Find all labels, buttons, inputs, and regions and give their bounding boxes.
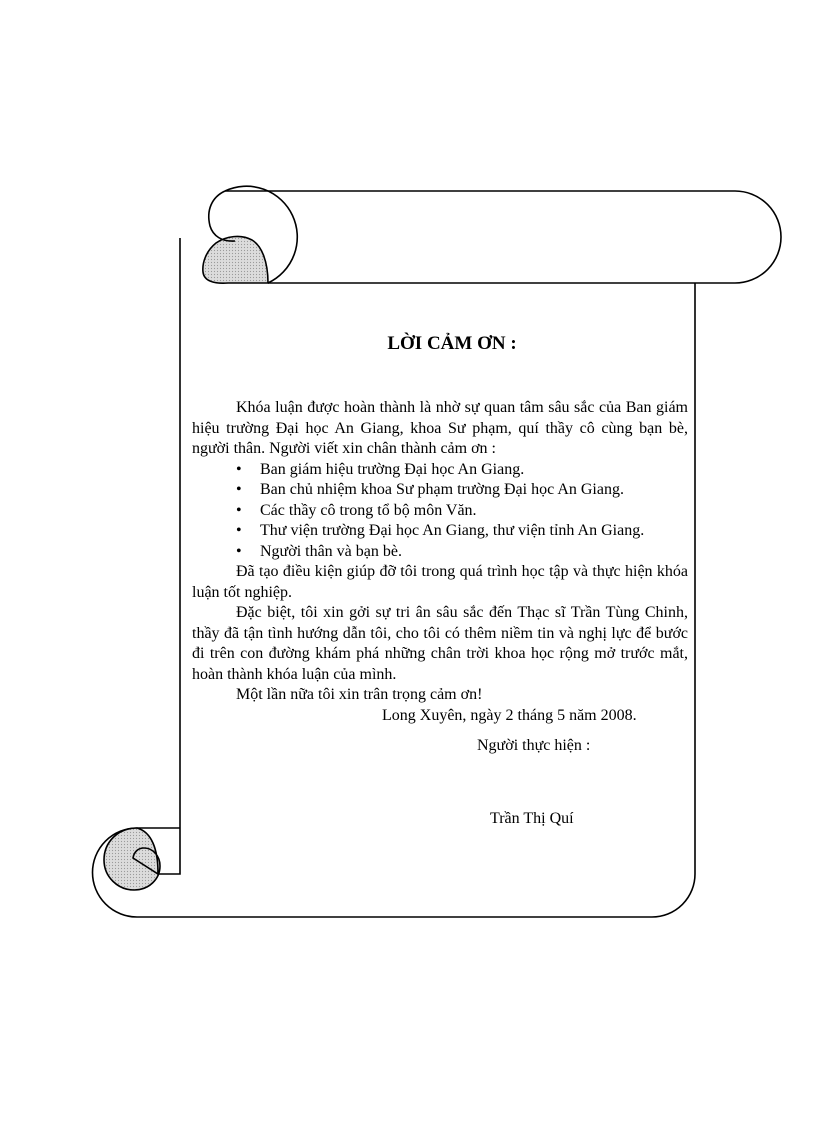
list-item bbox=[192, 521, 688, 542]
top-curl-inner-line bbox=[209, 191, 235, 241]
bullet-icon: • bbox=[236, 481, 242, 498]
page-title: LỜI CẢM ƠN : bbox=[387, 333, 517, 354]
signer-name: Trần Thị Quí bbox=[490, 809, 574, 827]
list-item-text: Người thân và bạn bè. bbox=[260, 542, 402, 560]
support-paragraph: Đã tạo điều kiện giúp đỡ tôi trong quá trình học tập và thực hiện khóa luận tốt nghiệp. bbox=[192, 563, 688, 601]
list-item-text: Các thầy cô trong tổ bộ môn Văn. bbox=[260, 501, 477, 519]
top-curl-shaded bbox=[203, 236, 268, 283]
signer-role: Người thực hiện : bbox=[477, 737, 591, 754]
bullet-icon: • bbox=[236, 501, 242, 519]
list-item bbox=[192, 480, 688, 501]
list-item-text: Ban chủ nhiệm khoa Sư phạm trường Đại học An Giang. bbox=[260, 481, 624, 498]
list-item bbox=[192, 501, 688, 522]
closing-paragraph: Một lần nữa tôi xin trân trọng cảm ơn! bbox=[236, 686, 483, 703]
thank-you-letter bbox=[192, 332, 688, 829]
advisor-paragraph: Đặc biệt, tôi xin gởi sự tri ân sâu sắc đến Thạc sĩ Trần Tùng Chinh, thầy đã tận tình hướng dẫn tôi, cho tôi có thêm niềm tin và nghị lực để bước đi trên con đường khám phá những chân trời khoa học rộng mở trước mắt, hoàn thành khóa luận của mình. bbox=[192, 604, 688, 683]
list-item bbox=[192, 460, 688, 481]
bullet-icon: • bbox=[236, 522, 242, 539]
acknowledgement-list bbox=[192, 460, 688, 563]
top-roll-band bbox=[225, 191, 781, 283]
list-item-text: Ban giám hiệu trường Đại học An Giang. bbox=[260, 460, 525, 478]
list-item-text: Thư viện trường Đại học An Giang, thư viện tỉnh An Giang. bbox=[260, 522, 645, 539]
intro-paragraph: Khóa luận được hoàn thành là nhờ sự quan tâm sâu sắc của Ban giám hiệu trường Đại học An Giang, khoa Sư phạm, quí thầy cô cùng bạn bè, người thân. Người viết xin chân thành cảm ơn : bbox=[192, 399, 688, 457]
bottom-curl-tab bbox=[158, 828, 180, 874]
list-item bbox=[192, 542, 688, 563]
bullet-icon: • bbox=[236, 460, 242, 478]
place-date: Long Xuyên, ngày 2 tháng 5 năm 2008. bbox=[382, 706, 637, 724]
bullet-icon: • bbox=[236, 542, 242, 560]
bottom-curl-shaded bbox=[104, 828, 160, 890]
